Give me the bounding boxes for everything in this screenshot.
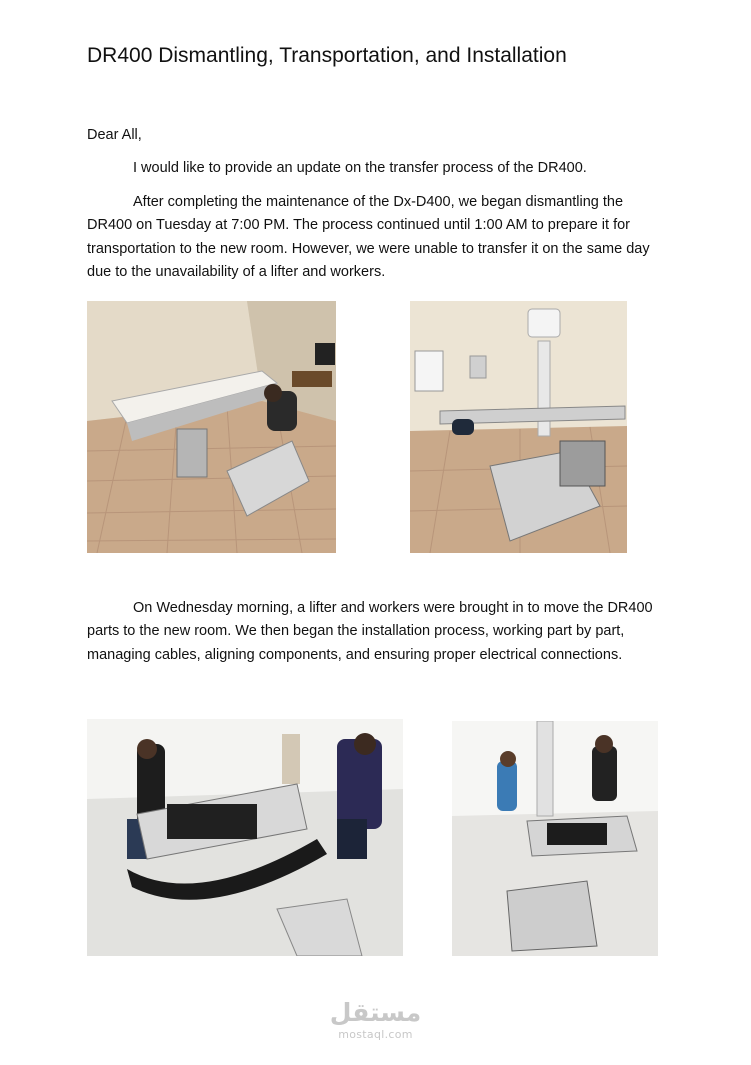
watermark-latin: mostaql.com [338, 1028, 413, 1041]
watermark-arabic: مستقل [329, 998, 422, 1027]
photo-dismantling-table [87, 301, 336, 553]
paragraph-dismantling: After completing the maintenance of the Dx-D400, we began dismantling the DR400 on Tuesday at 7:00 PM. The process continued until 1:00 AM to prepare it for transportation to the new room. However, we were unable to transfer it on the same day due to the unavailability of a lifter and workers. [87, 194, 650, 280]
photo-installation [452, 721, 658, 956]
photo-dismantled-detector [410, 301, 627, 553]
paragraph-installation: On Wednesday morning, a lifter and workers were brought in to move the DR400 parts to the new room. We then began the installation process, working part by part, managing cables, aligning components, and ensuring proper electrical connections. [87, 600, 653, 663]
document-title: DR400 Dismantling, Transportation, and Installation [87, 44, 567, 67]
paragraph-intro: I would like to provide an update on the transfer process of the DR400. [133, 160, 587, 176]
photo-moving-parts [87, 719, 403, 956]
mostaql-watermark [328, 998, 423, 1048]
greeting: Dear All, [87, 127, 142, 143]
